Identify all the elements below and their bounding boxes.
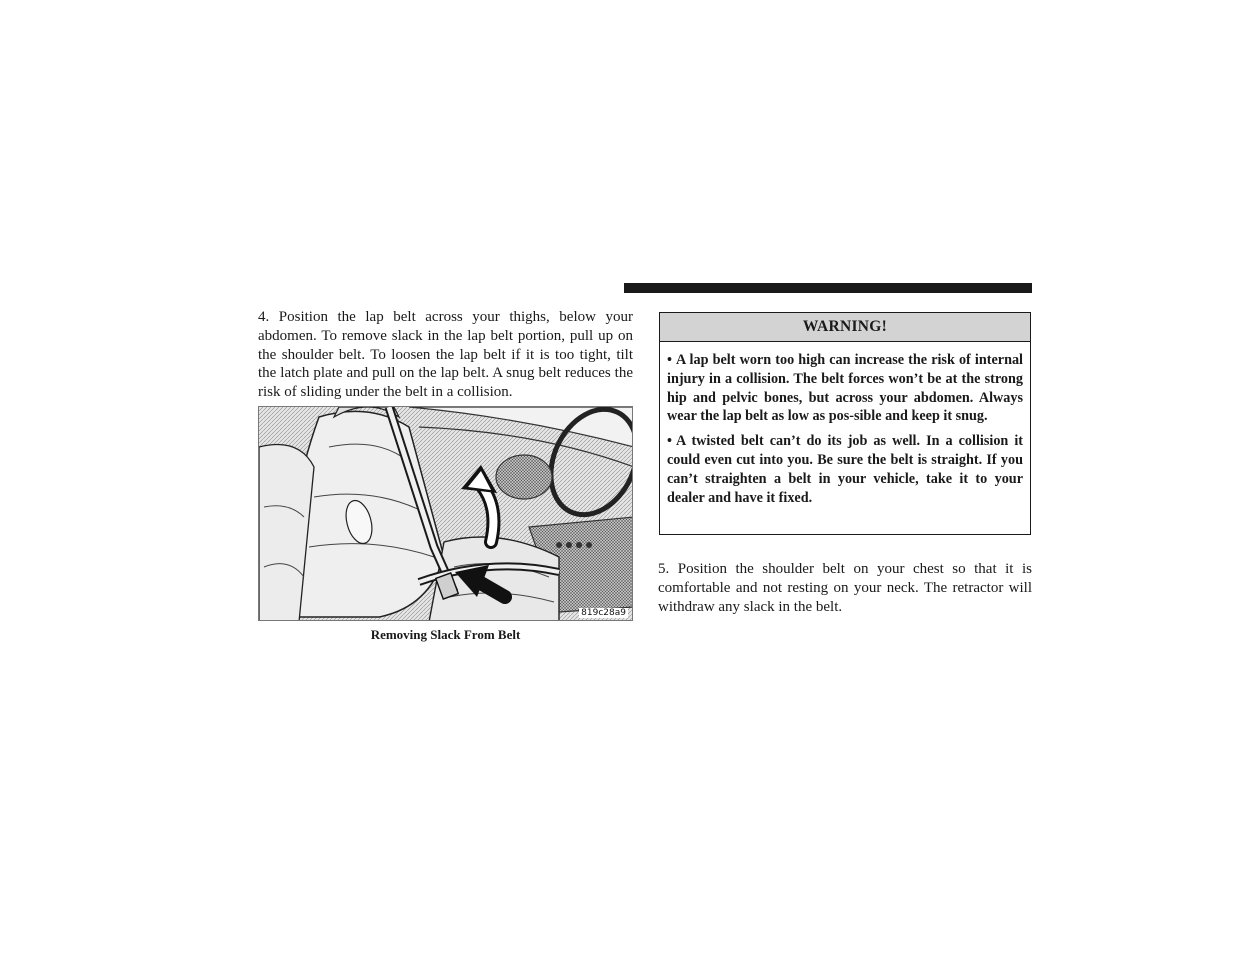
figure-caption: Removing Slack From Belt	[370, 627, 521, 642]
warning-item	[667, 351, 1023, 426]
warning-box	[659, 312, 1031, 535]
warning-item-text: A lap belt worn too high can increase the risk of internal injury in a collision. The belt forces won’t be at the strong hip and pelvic bones, but across your abdomen. Always wear the lap belt as low as pos-sible and keep it snug.	[667, 352, 1023, 425]
warning-item-text: A twisted belt can’t do its job as well. In a collision it could even cut into you. Be sure the belt is straight. If you can’t straighten a belt in your vehicle, take it to your dealer and have it fixed.	[667, 433, 1023, 506]
bullet-icon: •	[667, 433, 672, 450]
figure-code-label: 819c28a9	[581, 608, 626, 618]
step-5-paragraph: 5. Position the shoulder belt on your chest so that it is comfortable and not resting on your neck. The retractor will withdraw any slack in the belt.	[658, 561, 1032, 615]
left-column	[258, 308, 633, 402]
warning-item	[667, 432, 1023, 507]
seat-belt-illustration	[258, 406, 633, 621]
warning-body	[660, 342, 1030, 507]
step-4-paragraph: 4. Position the lap belt across your thighs, below your abdomen. To remove slack in the lap belt portion, pull up on the shoulder belt. To loosen the lap belt if it is too tight, tilt the latch plate and pull on the lap belt. A snug belt reduces the risk of sliding under the belt in a collision.	[258, 309, 633, 401]
seat-belt-drawing	[259, 407, 633, 621]
section-header-rule	[624, 283, 1032, 293]
right-column	[658, 560, 1032, 616]
bullet-icon: •	[667, 352, 672, 368]
warning-title: WARNING!	[660, 313, 1030, 342]
